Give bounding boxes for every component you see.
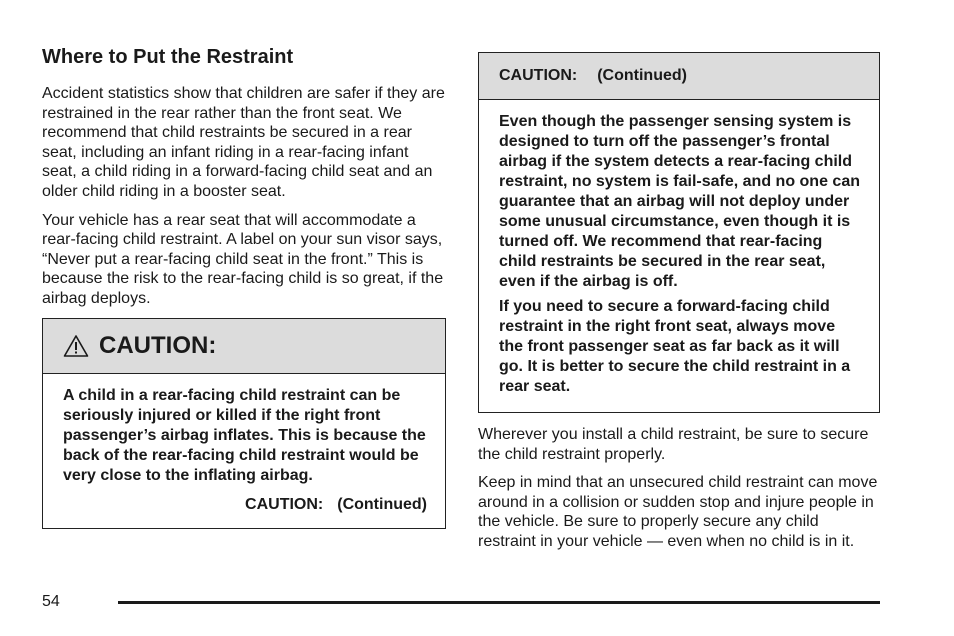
caution-forward-facing-text: If you need to secure a forward-facing child restraint in the right front seat, always move the front passenger seat as far back as it will go. It is better to secure the child restraint in a rear seat. [499,298,851,395]
caution-continued-footer [63,496,427,514]
caution-body [43,374,445,528]
caution-header [43,319,445,374]
caution-continued-body [479,100,879,412]
right-column [478,52,880,561]
caution-continued-note: (Continued) [597,67,687,84]
paragraph-install-properly: Wherever you install a child restraint, be sure to secure the child restraint properly. [478,426,869,463]
paragraph-unsecured-restraint: Keep in mind that an unsecured child restraint can move around in a collision or sudden stop and injure people in the vehicle. Be sure to properly secure any child restraint in your vehicle — even when no child is in it. [478,474,878,550]
warning-triangle-icon [63,334,89,358]
caution-continued-label: CAUTION: [499,67,578,84]
caution-box [42,318,446,529]
caution-passenger-sensing-text: Even though the passenger sensing system is designed to turn off the passenger’s frontal airbag if the system detects a rear-facing child restraint, no system is fail-safe, and no one can guarantee that an airbag will not deploy under some unusual circumstance, even though it is turned off. We recommend that rear-facing child restraints be secured in the rear seat, even if the airbag is off. [499,113,860,290]
footer-rule [118,601,880,604]
paragraph-rear-seat: Your vehicle has a rear seat that will accommodate a rear-facing child restraint. A label on your sun visor says, “Never put a rear-facing child seat in the front.” This is because the risk to the rear-facing child is so great, if the airbag deploys. [42,211,444,307]
caution-continued-header [479,53,879,100]
caution-title: CAUTION: [99,331,217,359]
paragraph-accident-statistics: Accident statistics show that children are safer if they are restrained in the rear rather than the front seat. We recommend that child restraints be secured in a rear seat, including an infant riding in a rear-facing infant seat, a child riding in a forward-facing child seat and an older child riding in a booster seat. [42,85,445,200]
left-column [42,44,446,529]
section-heading: Where to Put the Restraint [42,46,294,68]
continued-label: CAUTION: [245,495,324,513]
page-number: 54 [42,593,60,610]
caution-text: A child in a rear-facing child restraint can be seriously injured or killed if the right front passenger’s airbag inflates. This is because the back of the rear-facing child restraint would be very close to the inflating airbag. [63,386,426,484]
caution-continued-box [478,52,880,413]
continued-note: (Continued) [337,495,427,513]
